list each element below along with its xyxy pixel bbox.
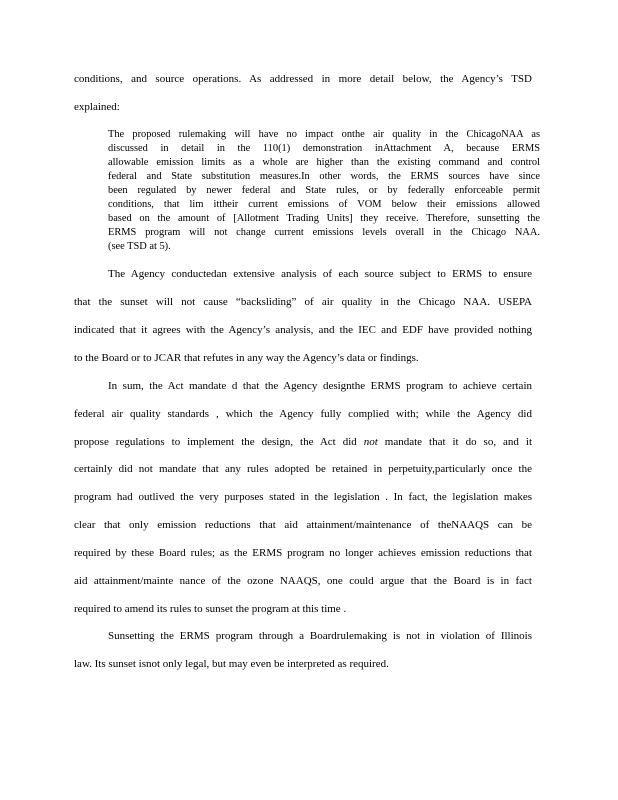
block-quote-line-8: ERMS program will not change current emissions levels overall in the Chicago NAA. [108,227,540,238]
block-quote-line-5: been regulated by newer federal and State rules, or by federally enforceable permit [108,185,540,196]
paragraph-3-line-3-end: mandate that it do so, and it [384,436,533,448]
paragraph-2-line-4: to the Board or to JCAR that refutes in any way the Agency’s data or findings. [74,352,419,364]
paragraph-2-line-2: that the sunset will not cause “backsliding” of air quality in the Chicago NAA. USEPA [74,296,532,308]
block-quote-line-4: federal and State substitution measures.In other words, the ERMS sources have since [108,171,540,182]
block-quote-line-9: (see TSD at 5). [108,241,171,252]
block-quote-line-2: discussed in detail in the 110(1) demonstration inAttachment A, because ERMS [108,143,540,154]
paragraph-3-line-3 [74,436,532,449]
paragraph-1-line-2: explained: [74,101,120,113]
paragraph-3-line-4: certainly did not mandate that any rules adopted be retained in perpetuity,particularly once the [74,463,532,475]
paragraph-3-line-7: required by these Board rules; as the ERMS program no longer achieves emission reductions that [74,547,532,559]
paragraph-2-line-1: The Agency conductedan extensive analysis of each source subject to ERMS to ensure [108,268,532,280]
paragraph-3-line-8: aid attainment/mainte nance of the ozone NAAQS, one could argue that the Board is in fact [74,575,532,587]
emphasis-not: not [363,436,378,448]
paragraph-4-line-1: Sunsetting the ERMS program through a Boardrulemaking is not in violation of Illinois [108,630,532,642]
paragraph-3-line-2: federal air quality standards , which the Agency fully complied with; while the Agency did [74,408,532,420]
paragraph-4-line-2: law. Its sunset isnot only legal, but may even be interpreted as required. [74,658,389,670]
paragraph-3-line-6: clear that only emission reductions that aid attainment/maintenance of theNAAQS can be [74,519,532,531]
paragraph-3-line-5: program had outlived the very purposes stated in the legislation . In fact, the legislation makes [74,491,532,503]
paragraph-1-line-1: conditions, and source operations. As addressed in more detail below, the Agency’s TSD [74,73,532,85]
paragraph-2-line-3: indicated that it agrees with the Agency’s analysis, and the IEC and EDF have provided nothing [74,324,532,336]
block-quote-line-3: allowable emission limits as a whole are higher than the existing command and control [108,157,540,168]
paragraph-3-line-1: In sum, the Act mandate d that the Agency designthe ERMS program to achieve certain [108,380,532,392]
block-quote-line-1: The proposed rulemaking will have no impact onthe air quality in the ChicagoNAA as [108,129,540,140]
paragraph-3-line-3-start: propose regulations to implement the design, the Act did [74,436,357,448]
block-quote-line-6: conditions, that lim ittheir current emissions of VOM below their emissions allowed [108,199,540,210]
block-quote-line-7: based on the amount of [Allotment Trading Units] they receive. Therefore, sunsetting the [108,213,540,224]
paragraph-3-line-9: required to amend its rules to sunset the program at this time . [74,603,347,615]
